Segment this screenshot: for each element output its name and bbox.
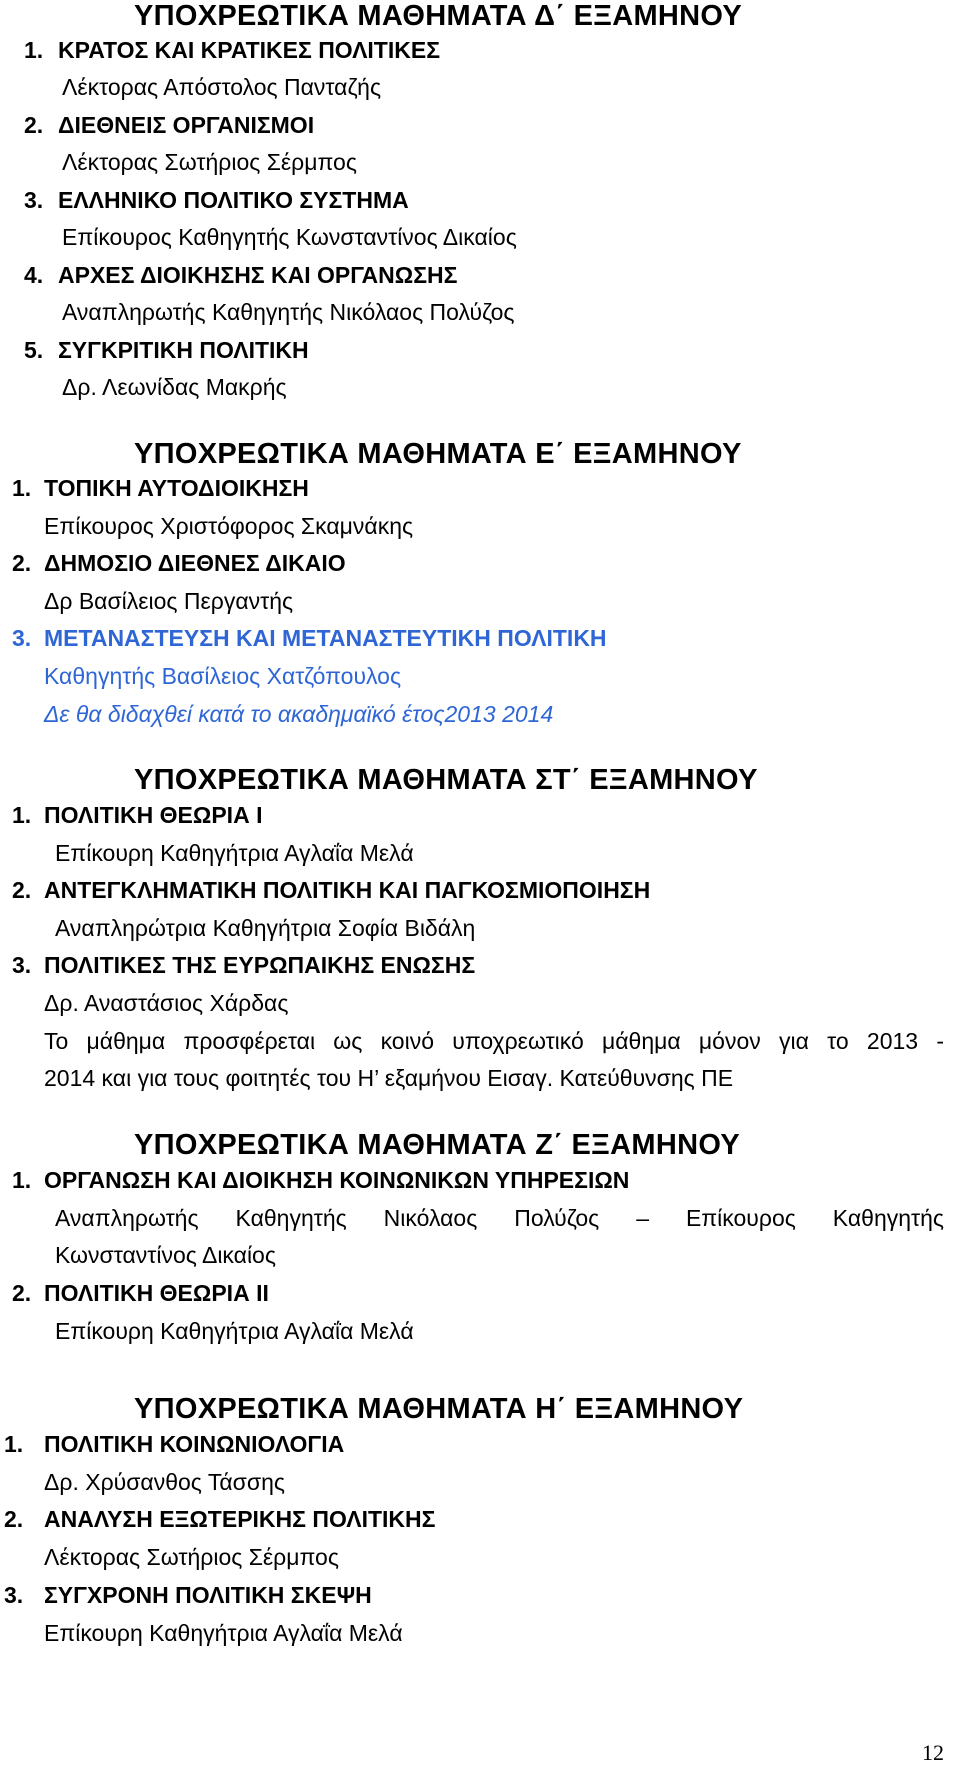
course-name: ΠΟΛΙΤΙΚΕΣ ΤΗΣ ΕΥΡΩΠΑΙΚΗΣ ΕΝΩΣΗΣ (44, 952, 476, 978)
course-number: 1. (12, 802, 32, 828)
course-instructor: Δρ. Χρύσανθος Τάσσης (44, 1469, 285, 1495)
course-title (12, 1280, 269, 1307)
course-instructor: Αναπληρωτής Καθηγητής Νικόλαος Πολύζος – Επίκουρος Καθηγητής (55, 1205, 944, 1231)
course-instructor: Επίκουρος Χριστόφορος Σκαμνάκης (44, 513, 414, 539)
course-instructor: Επίκουρη Καθηγήτρια Αγλαΐα Μελά (55, 840, 414, 866)
course-instructor: Επίκουρη Καθηγήτρια Αγλαΐα Μελά (44, 1620, 403, 1646)
course-title (12, 877, 650, 904)
course-number: 1. (12, 1167, 32, 1193)
course-number: 1. (12, 475, 32, 501)
course-name: ΔΙΕΘΝΕΙΣ ΟΡΓΑΝΙΣΜΟΙ (58, 112, 315, 138)
course-name: ΠΟΛΙΤΙΚΗ ΚΟΙΝΩΝΙΟΛΟΓΙΑ (44, 1431, 345, 1457)
course-name: ΣΥΓΧΡΟΝΗ ΠΟΛΙΤΙΚΗ ΣΚΕΨΗ (44, 1582, 372, 1608)
course-note: Το μάθημα προσφέρεται ως κοινό υποχρεωτικό μάθημα μόνον για το 2013 - (44, 1028, 944, 1054)
course-note: 2014 και για τους φοιτητές του Η’ εξαμήνου Εισαγ. Κατεύθυνσης ΠΕ (44, 1065, 734, 1091)
section-heading-z: ΥΠΟΧΡΕΩΤΙΚΑ ΜΑΘΗΜΑΤΑ Ζ΄ ΕΞΑΜΗΝΟΥ (134, 1129, 741, 1161)
course-number: 5. (24, 337, 44, 363)
course-number: 3. (24, 187, 44, 213)
course-instructor: Δρ Βασίλειος Περγαντής (44, 588, 294, 614)
course-instructor: Λέκτορας Απόστολος Πανταζής (62, 74, 382, 100)
course-instructor: Δρ. Λεωνίδας Μακρής (62, 374, 287, 400)
course-name: ΤΟΠΙΚΗ ΑΥΤΟΔΙΟΙΚΗΣΗ (44, 475, 309, 501)
course-name: ΔΗΜΟΣΙΟ ΔΙΕΘΝΕΣ ΔΙΚΑΙΟ (44, 550, 346, 576)
course-name: ΠΟΛΙΤΙΚΗ ΘΕΩΡΙΑ Ι (44, 802, 263, 828)
course-instructor: Λέκτορας Σωτήριος Σέρμπος (44, 1544, 339, 1570)
section-heading-st: ΥΠΟΧΡΕΩΤΙΚΑ ΜΑΘΗΜΑΤΑ ΣΤ΄ ΕΞΑΜΗΝΟΥ (134, 764, 758, 796)
course-title (24, 112, 314, 139)
course-title (12, 475, 309, 502)
course-title (4, 1582, 372, 1609)
page-number: 12 (922, 1740, 944, 1765)
section-heading-d: ΥΠΟΧΡΕΩΤΙΚΑ ΜΑΘΗΜΑΤΑ Δ΄ ΕΞΑΜΗΝΟΥ (134, 0, 743, 32)
course-instructor: Καθηγητής Βασίλειος Χατζόπουλος (44, 663, 402, 689)
course-title (4, 1506, 435, 1533)
section-heading-e: ΥΠΟΧΡΕΩΤΙΚΑ ΜΑΘΗΜΑΤΑ Ε΄ ΕΞΑΜΗΝΟΥ (134, 438, 742, 470)
course-number: 3. (12, 625, 32, 651)
course-note: Δε θα διδαχθεί κατά το ακαδημαϊκό έτος2013 2014 (44, 701, 554, 727)
course-title (4, 1431, 344, 1458)
course-number: 2. (12, 1280, 32, 1306)
course-name: ΜΕΤΑΝΑΣΤΕΥΣΗ ΚΑΙ ΜΕΤΑΝΑΣΤΕΥΤΙΚΗ ΠΟΛΙΤΙΚΗ (44, 625, 607, 651)
course-name: ΑΡΧΕΣ ΔΙΟΙΚΗΣΗΣ ΚΑΙ ΟΡΓΑΝΩΣΗΣ (58, 262, 458, 288)
course-instructor: Αναπληρώτρια Καθηγήτρια Σοφία Βιδάλη (55, 915, 476, 941)
course-name: ΣΥΓΚΡΙΤΙΚΗ ΠΟΛΙΤΙΚΗ (58, 337, 309, 363)
section-heading-h: ΥΠΟΧΡΕΩΤΙΚΑ ΜΑΘΗΜΑΤΑ Η΄ ΕΞΑΜΗΝΟΥ (134, 1393, 744, 1425)
course-name: ΑΝΑΛΥΣΗ ΕΞΩΤΕΡΙΚΗΣ ΠΟΛΙΤΙΚΗΣ (44, 1506, 436, 1532)
course-title (12, 802, 262, 829)
course-number: 2. (4, 1506, 24, 1532)
course-title (24, 262, 457, 289)
course-name: ΚΡΑΤΟΣ ΚΑΙ ΚΡΑΤΙΚΕΣ ΠΟΛΙΤΙΚΕΣ (58, 37, 440, 63)
course-number: 3. (12, 952, 32, 978)
course-instructor: Λέκτορας Σωτήριος Σέρμπος (62, 149, 357, 175)
course-title (12, 625, 607, 652)
course-instructor: Δρ. Αναστάσιος Χάρδας (44, 990, 289, 1016)
course-number: 2. (12, 550, 32, 576)
course-title (12, 550, 346, 577)
course-number: 1. (4, 1431, 24, 1457)
course-number: 3. (4, 1582, 24, 1608)
course-name: ΟΡΓΑΝΩΣΗ ΚΑΙ ΔΙΟΙΚΗΣΗ ΚΟΙΝΩΝΙΚΩΝ ΥΠΗΡΕΣΙΩΝ (44, 1167, 630, 1193)
course-number: 2. (12, 877, 32, 903)
course-name: ΠΟΛΙΤΙΚΗ ΘΕΩΡΙΑ ΙΙ (44, 1280, 269, 1306)
course-instructor: Επίκουρη Καθηγήτρια Αγλαΐα Μελά (55, 1318, 414, 1344)
course-title (24, 37, 440, 64)
course-instructor: Αναπληρωτής Καθηγητής Νικόλαος Πολύζος (62, 299, 515, 325)
course-number: 1. (24, 37, 44, 63)
course-instructor: Κωνσταντίνος Δικαίος (55, 1242, 276, 1268)
course-name: ΕΛΛΗΝΙΚΟ ΠΟΛΙΤΙΚΟ ΣΥΣΤΗΜΑ (58, 187, 409, 213)
course-title (24, 187, 409, 214)
course-title (12, 952, 475, 979)
course-name: ΑΝΤΕΓΚΛΗΜΑΤΙΚΗ ΠΟΛΙΤΙΚΗ ΚΑΙ ΠΑΓΚΟΣΜΙΟΠΟΙΗΣΗ (44, 877, 651, 903)
course-title (24, 337, 309, 364)
course-instructor: Επίκουρος Καθηγητής Κωνσταντίνος Δικαίος (62, 224, 517, 250)
course-number: 2. (24, 112, 44, 138)
course-number: 4. (24, 262, 44, 288)
course-title (12, 1167, 629, 1194)
